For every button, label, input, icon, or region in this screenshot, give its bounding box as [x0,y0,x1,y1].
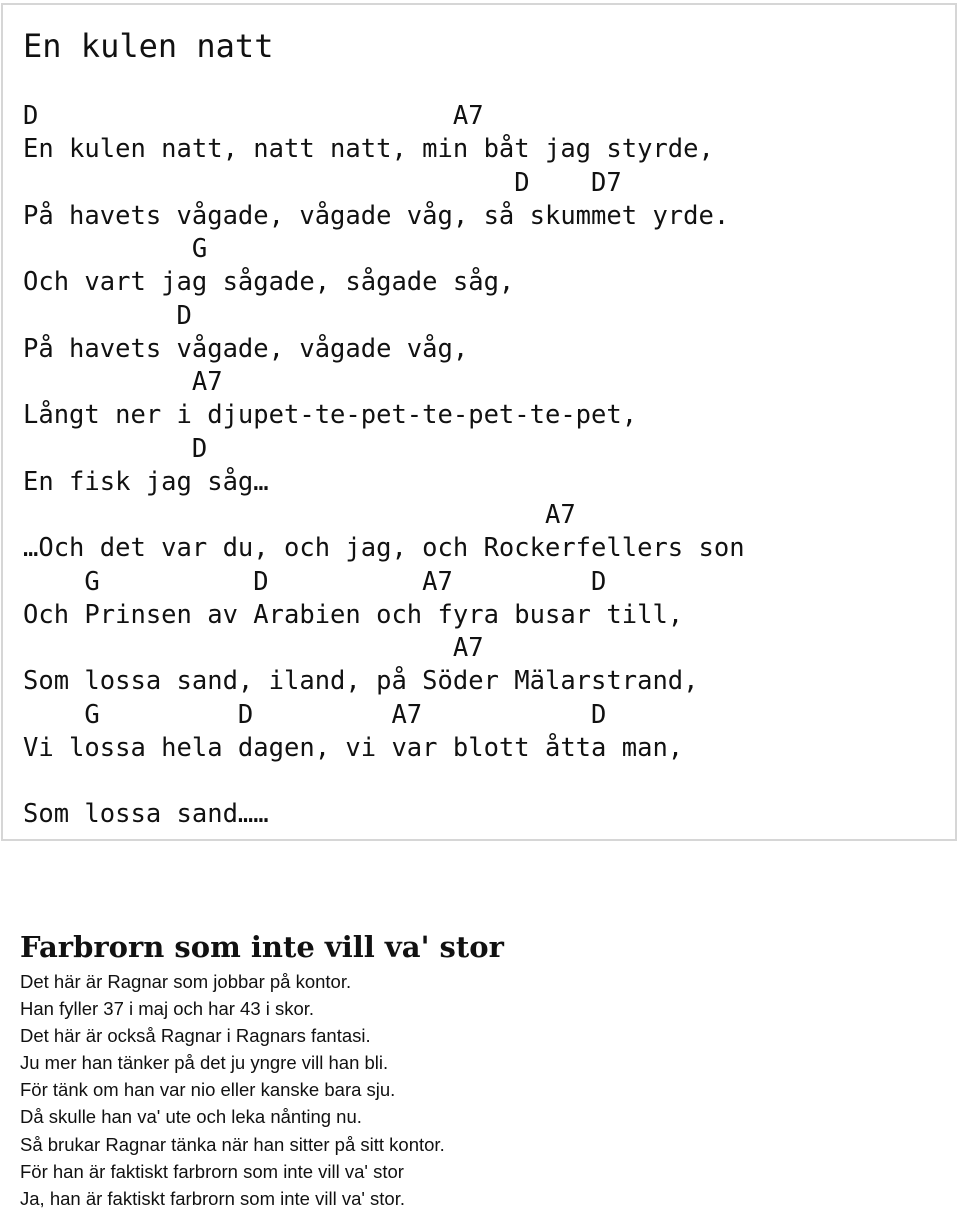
lyric-line: Ja, han är faktiskt farbrorn som inte vill va' stor. [20,1187,405,1209]
chord-line: A7 [23,500,576,530]
chord-line: A7 [23,367,223,397]
lyric-line: Långt ner i djupet-te-pet-te-pet-te-pet, [23,400,638,431]
chord-line: G D A7 D [23,699,607,730]
second-song-lyrics [20,968,504,1212]
blank-line [23,765,745,798]
lyric-line: …Och det var du, och jag, och Rockerfellers son [23,533,745,564]
lyric-line: På havets vågade, vågade våg, [23,333,469,364]
lyric-line: Så brukar Ragnar tänka när han sitter på sitt kontor. [20,1133,445,1155]
chord-lyrics [23,100,745,832]
lyric-line: Det här är också Ragnar i Ragnars fantasi. [20,1025,371,1047]
chord-line: D [23,433,208,464]
lyric-line: Han fyller 37 i maj och har 43 i skor. [20,998,315,1020]
second-song-title: Farbrorn som inte vill va' stor [20,930,504,964]
lyric-line: Som lossa sand…… [23,799,269,830]
lyric-line: Och vart jag sågade, sågade såg, [23,267,515,298]
song-title: En kulen natt [23,27,274,65]
chord-line: G [23,234,208,264]
chord-line: D [23,300,192,331]
lyric-line: En kulen natt, natt natt, min båt jag styrde, [23,134,714,165]
chord-line: D A7 [23,101,484,131]
lyric-line: En fisk jag såg… [23,466,269,497]
second-song [20,926,504,1212]
lyric-line: För tänk om han var nio eller kanske bara sju. [20,1079,396,1101]
lyric-line: För han är faktiskt farbrorn som inte vill va' stor [20,1160,404,1182]
lyric-line: Och Prinsen av Arabien och fyra busar till, [23,599,684,630]
lyric-line: Vi lossa hela dagen, vi var blott åtta man, [23,732,684,763]
chord-sheet-box [1,3,957,841]
lyric-line: Ju mer han tänker på det ju yngre vill han bli. [20,1052,389,1074]
lyric-line: Då skulle han va' ute och leka nånting nu. [20,1106,362,1128]
chord-line: A7 [23,633,484,663]
lyric-line: Som lossa sand, iland, på Söder Mälarstrand, [23,666,699,697]
chord-line: G D A7 D [23,566,607,597]
lyric-line: På havets vågade, vågade våg, så skummet yrde. [23,200,730,231]
lyric-line: Det här är Ragnar som jobbar på kontor. [20,971,352,992]
chord-line: D D7 [23,167,622,198]
